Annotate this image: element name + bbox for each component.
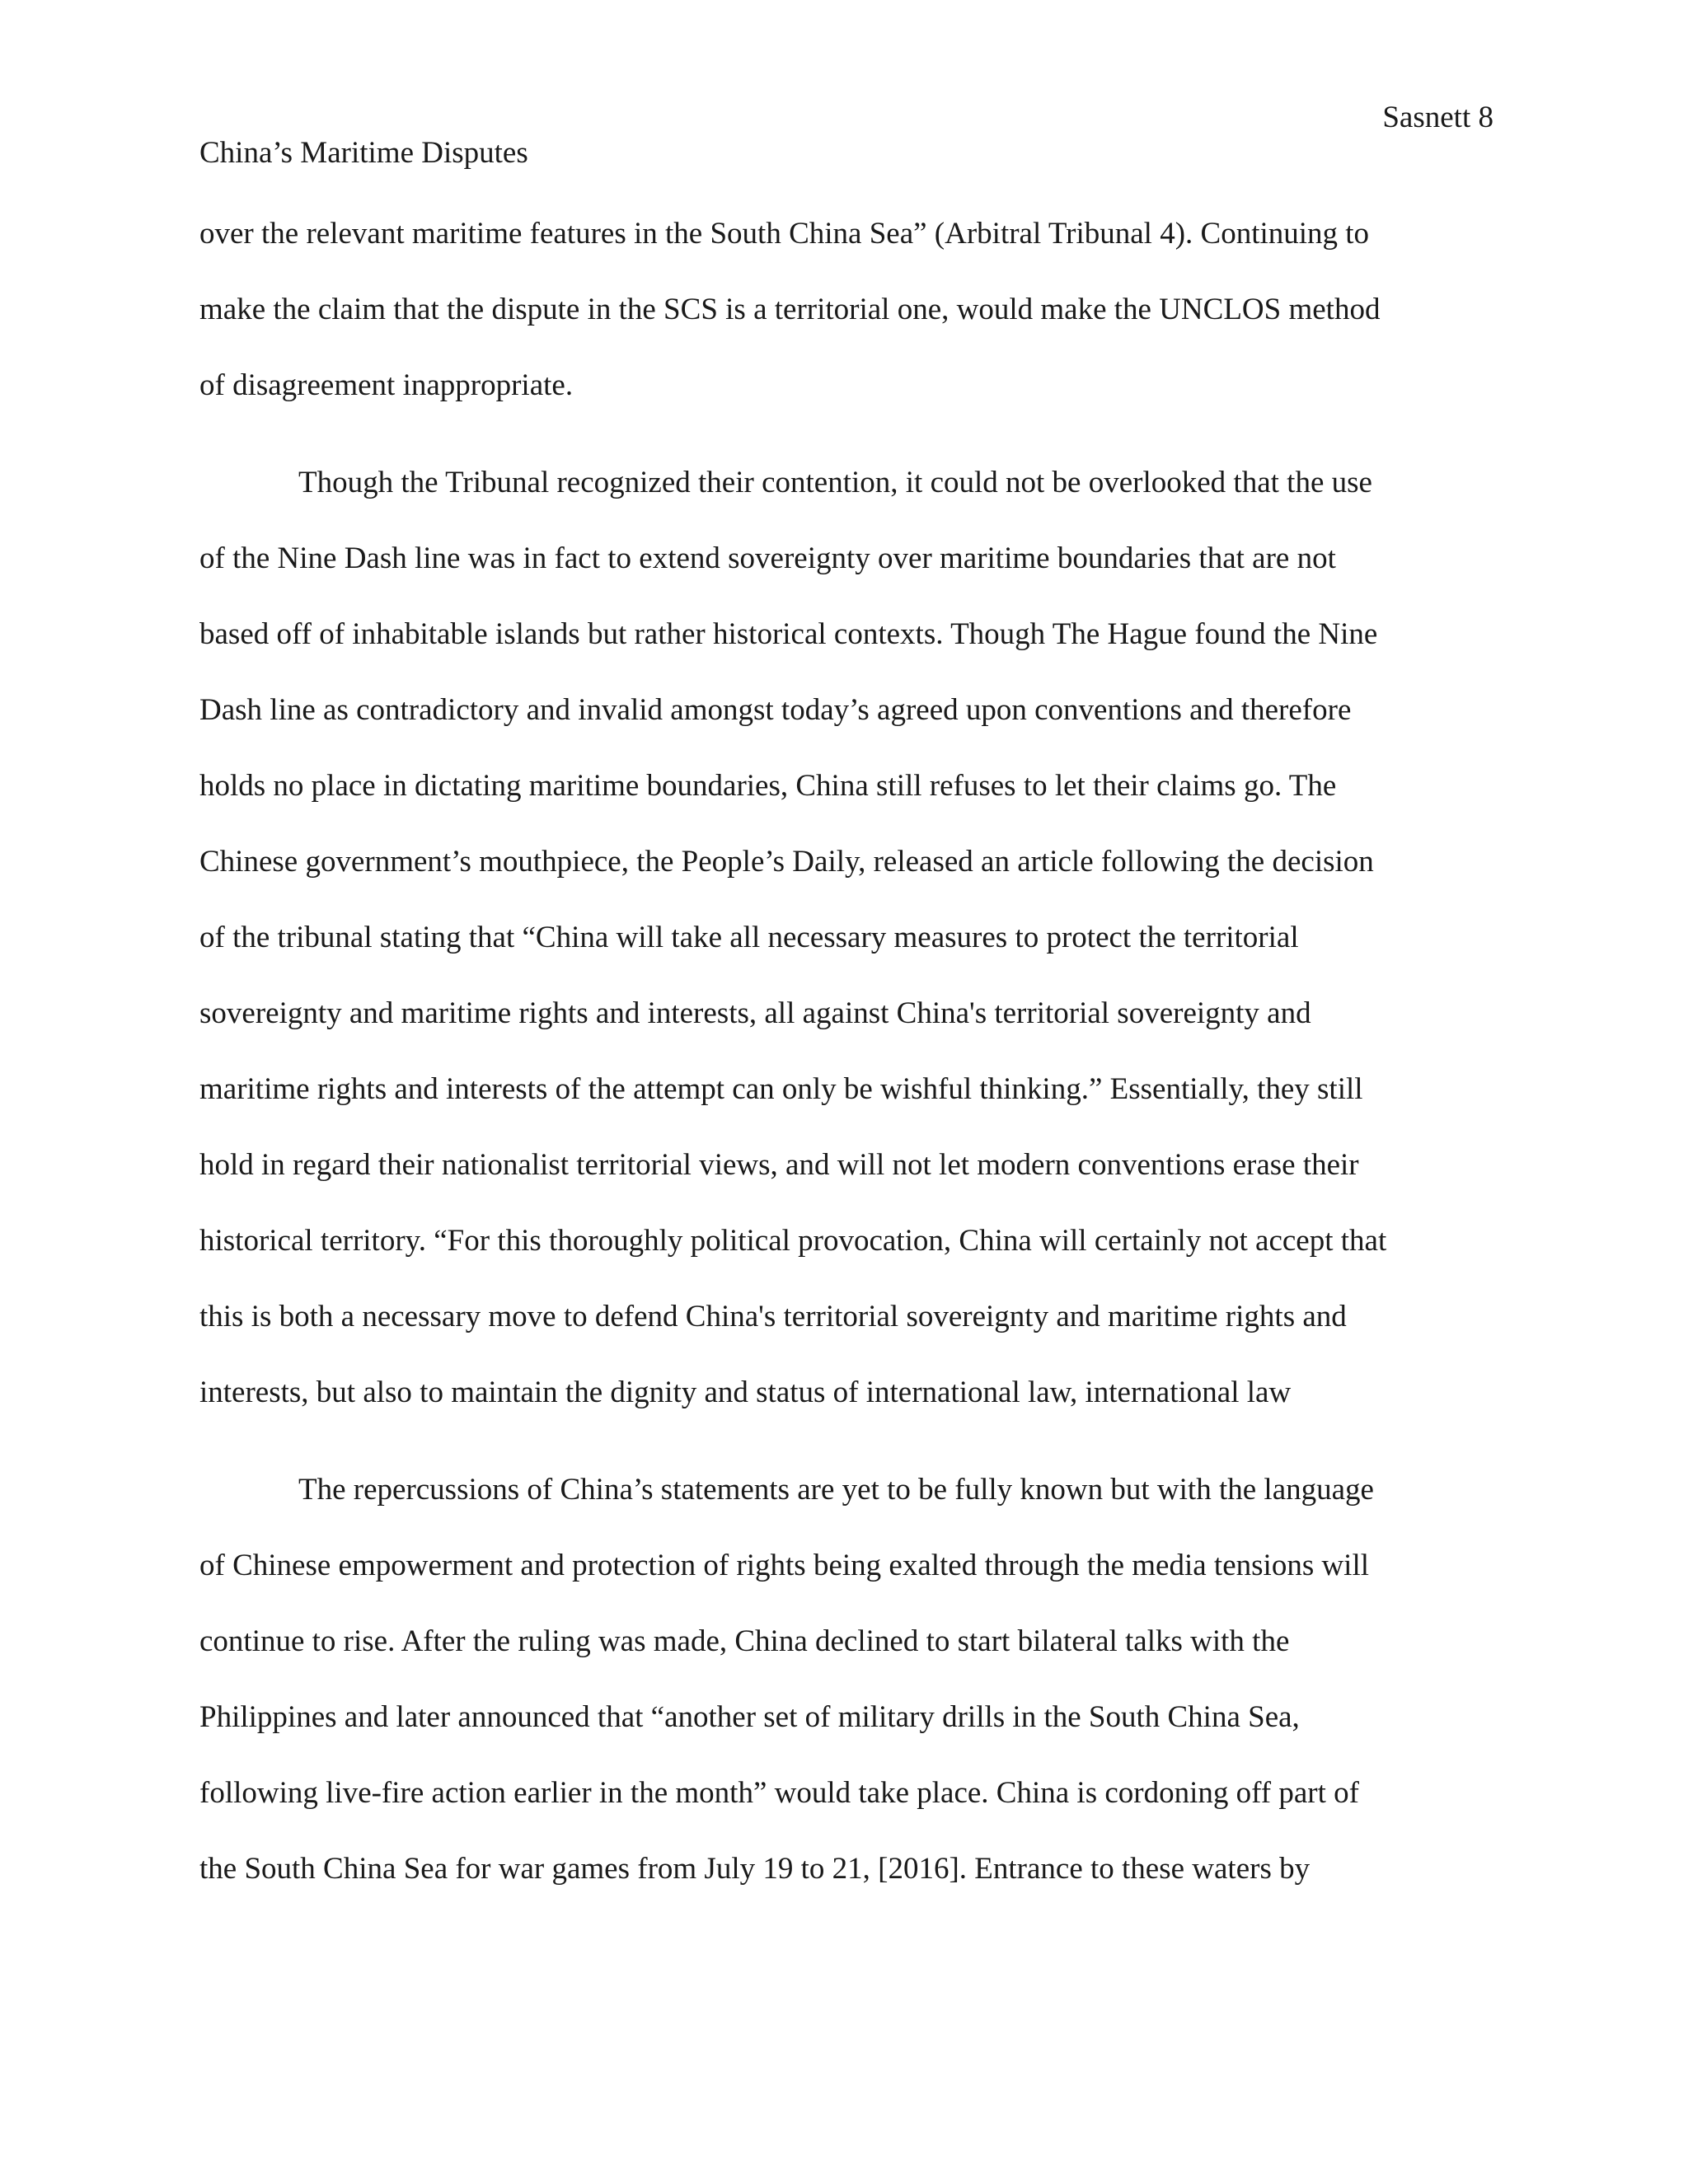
text-line: of the Nine Dash line was in fact to extend sovereignty over maritime boundaries that are not	[199, 541, 1336, 575]
text-line: The repercussions of China’s statements are yet to be fully known but with the language	[298, 1473, 1374, 1507]
paragraph-1	[199, 196, 1502, 424]
text-line: holds no place in dictating maritime boundaries, China still refuses to let their claims go. The	[199, 769, 1337, 803]
text-line: of the tribunal stating that “China will take all necessary measures to protect the territorial	[199, 921, 1299, 954]
running-head: China’s Maritime Disputes	[199, 136, 528, 170]
text-line: Chinese government’s mouthpiece, the People’s Daily, released an article following the decision	[199, 845, 1374, 879]
text-line: Dash line as contradictory and invalid amongst today’s agreed upon conventions and therefore	[199, 693, 1352, 727]
text-line: of disagreement inappropriate.	[199, 368, 574, 402]
paragraph-gap	[199, 1431, 1502, 1452]
body-text	[199, 196, 1502, 1907]
text-line: make the claim that the dispute in the SCS is a territorial one, would make the UNCLOS method	[199, 293, 1381, 326]
text-line: sovereignty and maritime rights and interests, all against China's territorial sovereignty and	[199, 996, 1311, 1030]
text-line: maritime rights and interests of the attempt can only be wishful thinking.” Essentially, they still	[199, 1072, 1363, 1106]
text-line: interests, but also to maintain the dignity and status of international law, international law	[199, 1376, 1292, 1409]
text-line: continue to rise. After the ruling was made, China declined to start bilateral talks with the	[199, 1624, 1290, 1658]
paragraph-2	[199, 445, 1502, 1431]
paragraph-3	[199, 1452, 1502, 1907]
text-line: hold in regard their nationalist territorial views, and will not let modern conventions erase their	[199, 1148, 1359, 1182]
text-line: this is both a necessary move to defend China's territorial sovereignty and maritime rights and	[199, 1300, 1347, 1333]
text-line: historical territory. “For this thoroughly political provocation, China will certainly not accept that	[199, 1224, 1387, 1258]
text-line: Though the Tribunal recognized their contention, it could not be overlooked that the use	[298, 466, 1372, 499]
paragraph-gap	[199, 424, 1502, 445]
text-line: the South China Sea for war games from July 19 to 21, [2016]. Entrance to these waters by	[199, 1852, 1311, 1886]
page-number: Sasnett 8	[1382, 101, 1493, 134]
text-line: based off of inhabitable islands but rather historical contexts. Though The Hague found the Nine	[199, 617, 1378, 651]
text-line: Philippines and later announced that “another set of military drills in the South China Sea,	[199, 1700, 1300, 1734]
text-line: over the relevant maritime features in the South China Sea” (Arbitral Tribunal 4). Continuing to	[199, 217, 1370, 251]
text-line: of Chinese empowerment and protection of rights being exalted through the media tensions will	[199, 1549, 1370, 1582]
text-line: following live-fire action earlier in the month” would take place. China is cordoning off part of	[199, 1776, 1359, 1810]
